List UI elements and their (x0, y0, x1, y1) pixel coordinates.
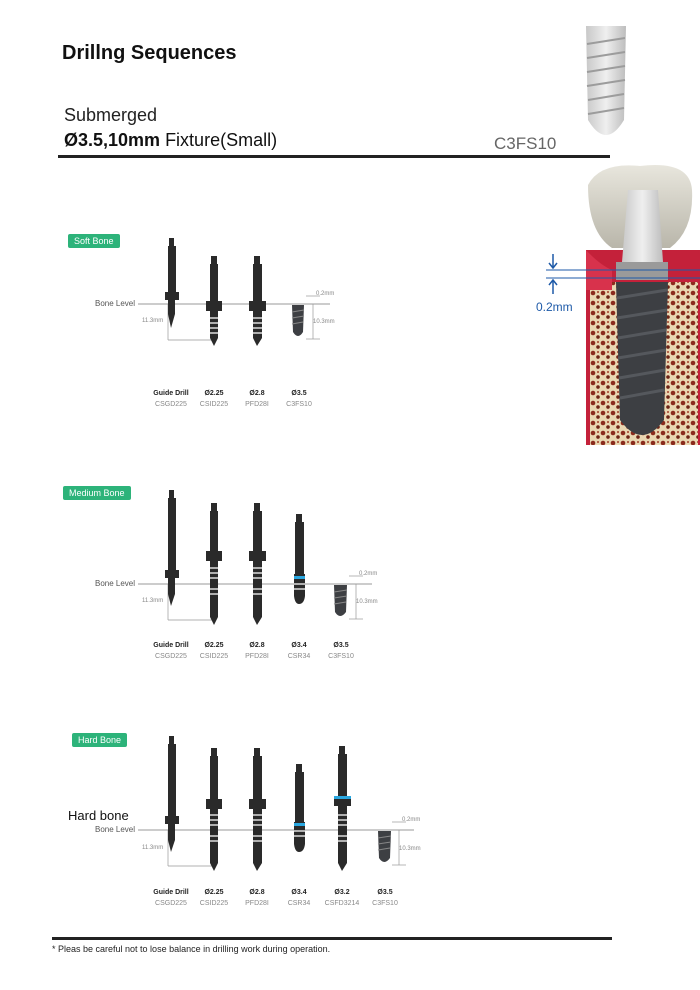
drill-name: Ø3.5 (333, 642, 349, 649)
drill-name: Guide Drill (153, 889, 189, 896)
page-title: Drillng Sequences (62, 42, 237, 64)
drill-name: Ø2.25 (204, 390, 224, 397)
fixture-3-5 (334, 585, 347, 616)
drill-code: CSGD225 (155, 653, 187, 660)
soft-bone-badge: Soft Bone (68, 234, 120, 248)
medium-bone-badge: Medium Bone (63, 486, 131, 500)
drill-2-25 (206, 256, 222, 346)
drill-2-25 (206, 503, 222, 625)
hard-bone-note: Hard bone (68, 808, 129, 823)
depth-right-label: 10.3mm (356, 599, 378, 605)
footer-note: * Pleas be careful not to lose balance in drilling work during operation. (52, 944, 331, 954)
drill-name: Guide Drill (153, 642, 189, 649)
drill-name: Guide Drill (153, 390, 189, 397)
drill-code: PFD28I (245, 653, 269, 660)
depth-right-label: 10.3mm (313, 319, 335, 325)
guide-drill (165, 490, 179, 606)
gap-right-label: 0.2mm (402, 817, 421, 823)
drill-code: CSR34 (287, 900, 311, 907)
drill-name: Ø3.2 (334, 889, 350, 896)
drill-code: C3FS10 (372, 900, 398, 907)
drill-3-4 (294, 764, 305, 852)
drill-2-8 (249, 256, 266, 346)
drill-2-8 (249, 748, 266, 871)
bone-level-label: Bone Level (95, 825, 136, 834)
fixture-3-5 (292, 305, 304, 336)
fixture-3-5 (378, 831, 391, 862)
guide-drill (165, 736, 179, 852)
drill-name: Ø2.25 (204, 642, 224, 649)
subtitle-fixture (64, 130, 277, 151)
drill-code: C3FS10 (286, 401, 312, 408)
subtitle-type: Submerged (64, 105, 158, 125)
drill-code: PFD28I (245, 900, 269, 907)
drill-name: Ø2.8 (249, 390, 265, 397)
drill-name: Ø2.25 (204, 889, 224, 896)
bone-level-label: Bone Level (95, 299, 136, 308)
drill-name: Ø2.8 (249, 642, 265, 649)
gap-label: 0.2mm (536, 300, 573, 314)
drill-name: Ø3.4 (291, 889, 307, 896)
drill-code: PFD28I (245, 401, 269, 408)
drill-code: CSR34 (287, 653, 311, 660)
depth-right-label: 10.3mm (399, 846, 421, 852)
hard-bone-badge: Hard Bone (72, 733, 127, 747)
gap-right-label: 0.2mm (316, 291, 335, 297)
drill-code: C3FS10 (328, 653, 354, 660)
drill-code: CSGD225 (155, 401, 187, 408)
guide-drill (165, 238, 179, 328)
footer-divider (52, 937, 612, 940)
drill-name: Ø2.8 (249, 889, 265, 896)
drill-3-4 (294, 514, 305, 604)
drill-code: CSID225 (199, 900, 229, 907)
header-divider (58, 155, 610, 158)
product-code: C3FS10 (494, 134, 557, 153)
drill-3-2 (334, 746, 351, 871)
depth-left-label: 11.3mm (142, 318, 164, 324)
drill-code: CSFD3214 (324, 900, 360, 907)
drill-2-25 (206, 748, 222, 871)
drill-name: Ø3.5 (377, 889, 393, 896)
drill-2-8 (249, 503, 266, 625)
drill-name: Ø3.4 (291, 642, 307, 649)
depth-left-label: 11.3mm (142, 598, 164, 604)
gap-right-label: 0.2mm (359, 571, 378, 577)
drill-code: CSID225 (199, 401, 229, 408)
fixture-label: Fixture(Small) (160, 130, 278, 150)
drill-name: Ø3.5 (291, 390, 307, 397)
drill-code: CSGD225 (155, 900, 187, 907)
drill-code: CSID225 (199, 653, 229, 660)
bone-level-label: Bone Level (95, 579, 136, 588)
fixture-size: Ø3.5,10mm (64, 130, 161, 150)
depth-left-label: 11.3mm (142, 845, 164, 851)
